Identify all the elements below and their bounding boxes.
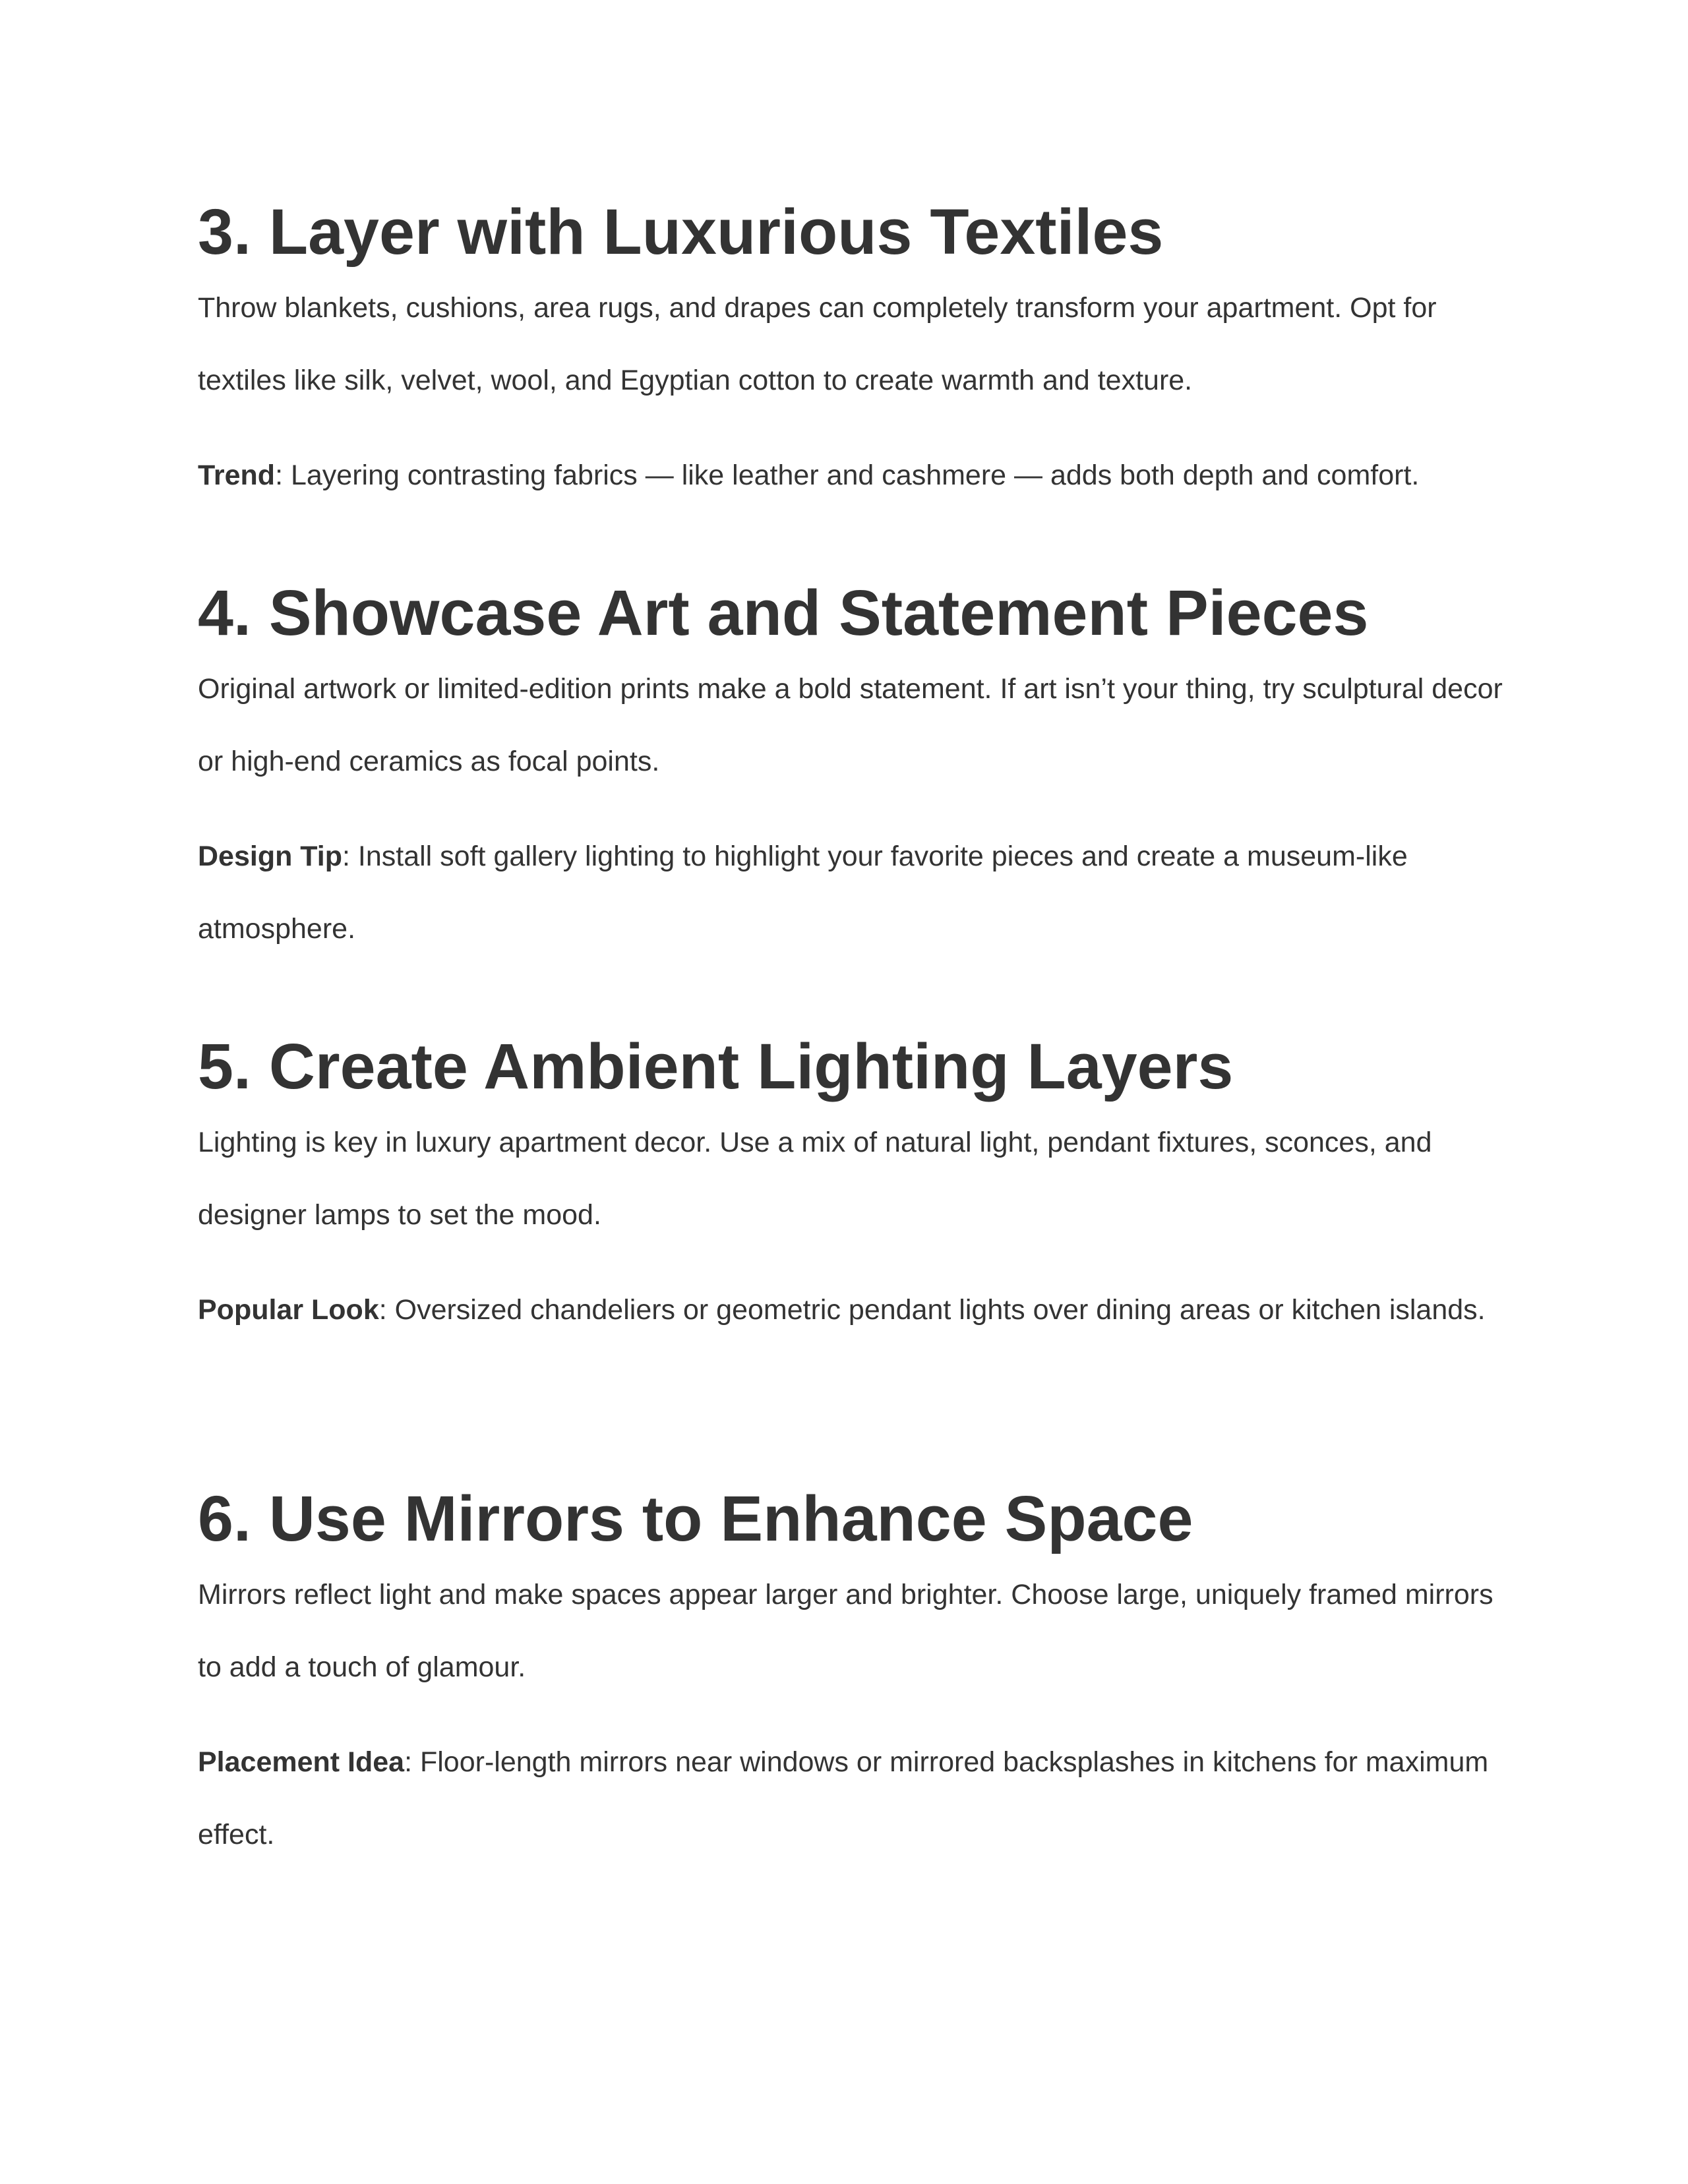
- tip-text: : Layering contrasting fabrics — like leather and cashmere — adds both depth and comfort.: [275, 459, 1420, 491]
- tip-text: : Install soft gallery lighting to highlight your favorite pieces and create a museum-like atmosphere.: [198, 841, 1408, 945]
- tip-label: Trend: [198, 459, 276, 491]
- tip-label: Placement Idea: [198, 1746, 405, 1778]
- section-heading: 3. Layer with Luxurious Textiles: [198, 196, 1164, 268]
- section-mirrors: [198, 1482, 1510, 1871]
- section-heading: 6. Use Mirrors to Enhance Space: [198, 1483, 1193, 1554]
- section-art: [198, 576, 1510, 965]
- tip-text: : Floor-length mirrors near windows or mirrored backsplashes in kitchens for maximum effect.: [198, 1746, 1489, 1850]
- section-lighting: [198, 1030, 1510, 1346]
- section-body: Mirrors reflect light and make spaces appear larger and brighter. Choose large, uniquely framed mirrors to add a touch of glamour.: [198, 1579, 1493, 1683]
- section-tip: [198, 439, 1510, 512]
- section-tip: [198, 1274, 1510, 1346]
- section-body: Lighting is key in luxury apartment decor. Use a mix of natural light, pendant fixtures, sconces, and designer lamps to set the mood.: [198, 1127, 1432, 1231]
- tip-label: Design Tip: [198, 841, 343, 872]
- document-page: [198, 0, 1510, 2184]
- section-tip: [198, 820, 1510, 965]
- tip-text: : Oversized chandeliers or geometric pendant lights over dining areas or kitchen islands.: [378, 1294, 1486, 1326]
- section-body: Throw blankets, cushions, area rugs, and drapes can completely transform your apartment. Opt for textiles like silk, velvet, wool, and Egyptian cotton to create warmth and texture.: [198, 292, 1437, 396]
- section-textiles: [198, 195, 1510, 512]
- section-body: Original artwork or limited-edition prints make a bold statement. If art isn’t your thing, try sculptural decor or high-end ceramics as focal points.: [198, 673, 1503, 777]
- section-heading: 5. Create Ambient Lighting Layers: [198, 1030, 1234, 1102]
- tip-label: Popular Look: [198, 1294, 379, 1326]
- section-heading: 4. Showcase Art and Statement Pieces: [198, 577, 1369, 649]
- section-tip: [198, 1726, 1510, 1871]
